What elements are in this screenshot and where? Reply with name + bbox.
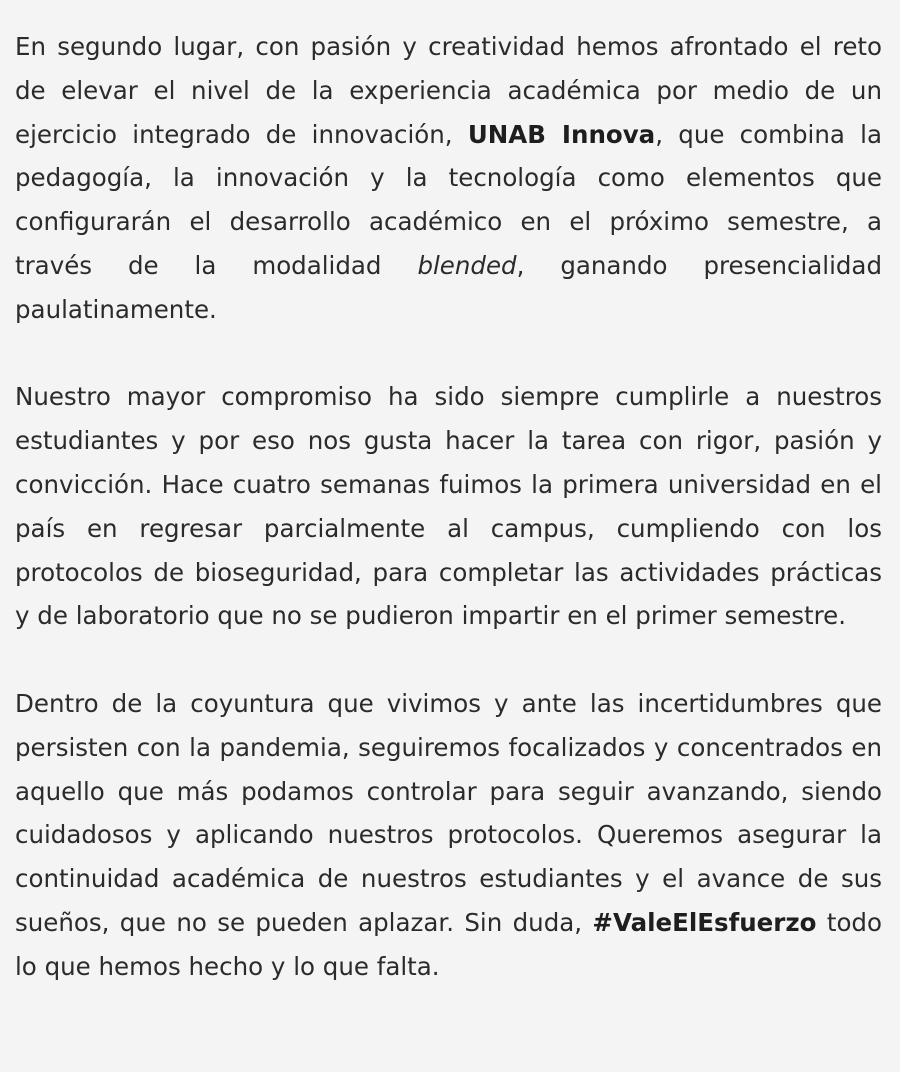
paragraph-unab-innova xyxy=(15,25,882,332)
paragraph-compromiso: Nuestro mayor compromiso ha sido siempre cumplirle a nuestros estudiantes y por eso nos gusta hacer la tarea con rigor, pasión y convicción. Hace cuatro semanas fuimos la primera universidad en el país en regresar parcialmente al campus, cumpliendo con los protocolos de bioseguridad, para completar las actividades prácticas y de laboratorio que no se pudieron impartir en el primer semestre. xyxy=(15,382,882,631)
unab-innova-emphasis: UNAB Innova xyxy=(467,119,656,149)
paragraph-text: Dentro de la coyuntura que vivimos y ante las incertidumbres que persisten con la pandemia, seguiremos focalizados y concentrados en aquello que más podamos controlar para seguir avanzando, siendo cuidadosos y aplicando nuestros protocolos. Queremos asegurar la continuidad académica de nuestros estudiantes y el avance de sus sueños, que no se pueden aplazar. Sin duda, xyxy=(15,688,882,937)
hashtag-vale-el-esfuerzo: #ValeElEsfuerzo xyxy=(592,907,817,937)
paragraph-coyuntura xyxy=(15,682,882,989)
article-body xyxy=(15,25,882,1032)
paragraph-text: , ganando presencialidad paulatinamente. xyxy=(15,250,882,324)
paragraph-text: todo lo que hemos hecho y lo que falta. xyxy=(15,907,882,981)
blended-emphasis: blended xyxy=(417,250,517,280)
paragraph-text: En segundo lugar, con pasión y creatividad hemos afrontado el reto de elevar el nivel de la experiencia académica por medio de un ejercicio integrado de innovación, xyxy=(15,32,882,149)
paragraph-text: , que combina la pedagogía, la innovación y la tecnología como elementos que configurarán el desarrollo académico en el próximo semestre, a través de la modalidad xyxy=(15,119,882,280)
